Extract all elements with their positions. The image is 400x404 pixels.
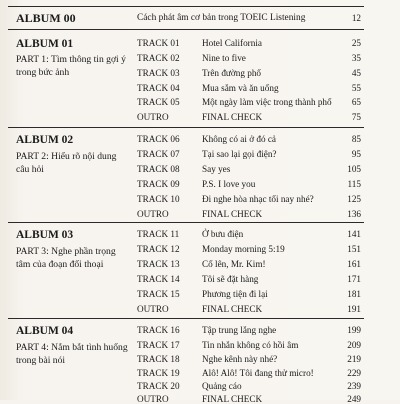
track-page: 161 xyxy=(347,259,361,269)
track-title: FINAL CHECK xyxy=(202,304,263,314)
track-label: OUTRO xyxy=(137,394,169,404)
track-page: 105 xyxy=(347,164,361,174)
track-title: Quảng cáo xyxy=(202,381,242,391)
track-title: Cố lên, Mr. Kim! xyxy=(202,259,266,269)
track-title: Trên đường phố xyxy=(202,68,262,78)
track-label: TRACK 13 xyxy=(137,259,180,269)
track-page: 229 xyxy=(347,368,361,378)
album-title: ALBUM 04 xyxy=(16,325,74,337)
album-part: PART 4: Nắm bắt tình huống trong bài nói xyxy=(16,342,128,366)
track-page: 45 xyxy=(351,68,361,78)
track-label: OUTRO xyxy=(137,304,169,314)
track-label: TRACK 20 xyxy=(137,381,180,391)
track-label: TRACK 10 xyxy=(137,194,180,204)
intro-rule xyxy=(8,29,364,30)
track-label: TRACK 08 xyxy=(137,164,180,174)
track-page: 141 xyxy=(347,229,361,239)
track-title: Mua sắm và ăn uống xyxy=(202,83,279,93)
track-label: OUTRO xyxy=(137,112,169,122)
intro-page: 12 xyxy=(351,13,361,23)
track-label: TRACK 11 xyxy=(137,229,180,239)
intro-title: Cách phát âm cơ bản trong TOEIC Listening xyxy=(137,13,306,23)
album-part: PART 1: Tìm thông tin gợi ý trong bức ảnh xyxy=(16,54,126,78)
track-label: TRACK 18 xyxy=(137,354,180,364)
track-label: TRACK 07 xyxy=(137,149,180,159)
album-part: PART 2: Hiểu rõ nội dung câu hỏi xyxy=(16,151,117,175)
track-label: TRACK 19 xyxy=(137,368,180,378)
track-title: Tập trung lắng nghe xyxy=(202,325,277,335)
track-title: FINAL CHECK xyxy=(202,209,263,219)
track-title: Nine to five xyxy=(202,53,246,63)
track-page: 136 xyxy=(347,209,361,219)
track-page: 249 xyxy=(347,394,361,404)
track-page: 35 xyxy=(351,53,361,63)
album-title: ALBUM 02 xyxy=(16,134,74,146)
track-title: P.S. I love you xyxy=(202,179,256,189)
track-title: Tin nhắn không có hồi âm xyxy=(202,340,299,350)
track-page: 125 xyxy=(347,194,361,204)
track-title: Một ngày làm việc trong thành phố xyxy=(202,97,332,107)
album-rule xyxy=(8,222,364,223)
track-label: TRACK 12 xyxy=(137,244,180,254)
track-page: 199 xyxy=(347,325,361,335)
track-page: 239 xyxy=(347,381,361,391)
track-page: 209 xyxy=(347,340,361,350)
album-rule xyxy=(8,318,364,319)
track-page: 219 xyxy=(347,354,361,364)
track-title: Nghe kênh này nhé? xyxy=(202,354,278,364)
album-title: ALBUM 01 xyxy=(16,38,74,50)
track-title: FINAL CHECK xyxy=(202,112,263,122)
track-title: Đi nghe hòa nhạc tối nay nhé? xyxy=(202,194,314,204)
intro-album-title: ALBUM 00 xyxy=(16,11,76,25)
track-title: Monday morning 5:19 xyxy=(202,244,285,254)
track-page: 115 xyxy=(347,179,361,189)
track-title: Tôi sẽ đặt hàng xyxy=(202,274,259,284)
track-label: TRACK 17 xyxy=(137,340,180,350)
track-label: TRACK 05 xyxy=(137,97,180,107)
album-title: ALBUM 03 xyxy=(16,229,74,241)
track-page: 95 xyxy=(351,149,361,159)
track-title: Alô! Alô! Tôi đang thử micro! xyxy=(202,368,314,378)
track-page: 191 xyxy=(347,304,361,314)
track-title: FINAL CHECK xyxy=(202,394,263,404)
track-page: 55 xyxy=(351,83,361,93)
track-title: Không có ai ở đó cả xyxy=(202,134,276,144)
top-rule xyxy=(8,6,364,7)
track-label: TRACK 06 xyxy=(137,134,180,144)
track-title: Tại sao lại gọi điện? xyxy=(202,149,277,159)
track-label: TRACK 14 xyxy=(137,274,180,284)
track-label: TRACK 16 xyxy=(137,325,180,335)
track-page: 75 xyxy=(351,112,361,122)
track-label: TRACK 01 xyxy=(137,38,180,48)
album-rule xyxy=(8,127,364,128)
track-label: TRACK 15 xyxy=(137,289,180,299)
track-label: TRACK 09 xyxy=(137,179,180,189)
track-page: 25 xyxy=(351,38,361,48)
track-page: 85 xyxy=(351,134,361,144)
track-label: TRACK 04 xyxy=(137,83,180,93)
track-label: OUTRO xyxy=(137,209,169,219)
track-title: Phương tiện đi lại xyxy=(202,289,268,299)
track-title: Ở bưu điện xyxy=(202,229,244,239)
track-page: 151 xyxy=(347,244,361,254)
track-label: TRACK 03 xyxy=(137,68,180,78)
track-page: 171 xyxy=(347,274,361,284)
track-label: TRACK 02 xyxy=(137,53,180,63)
track-title: Say yes xyxy=(202,164,231,174)
track-title: Hotel California xyxy=(202,38,262,48)
track-page: 65 xyxy=(351,97,361,107)
album-part: PART 3: Nghe phần trọng tâm của đoạn đối thoại xyxy=(16,246,116,270)
track-page: 181 xyxy=(347,289,361,299)
